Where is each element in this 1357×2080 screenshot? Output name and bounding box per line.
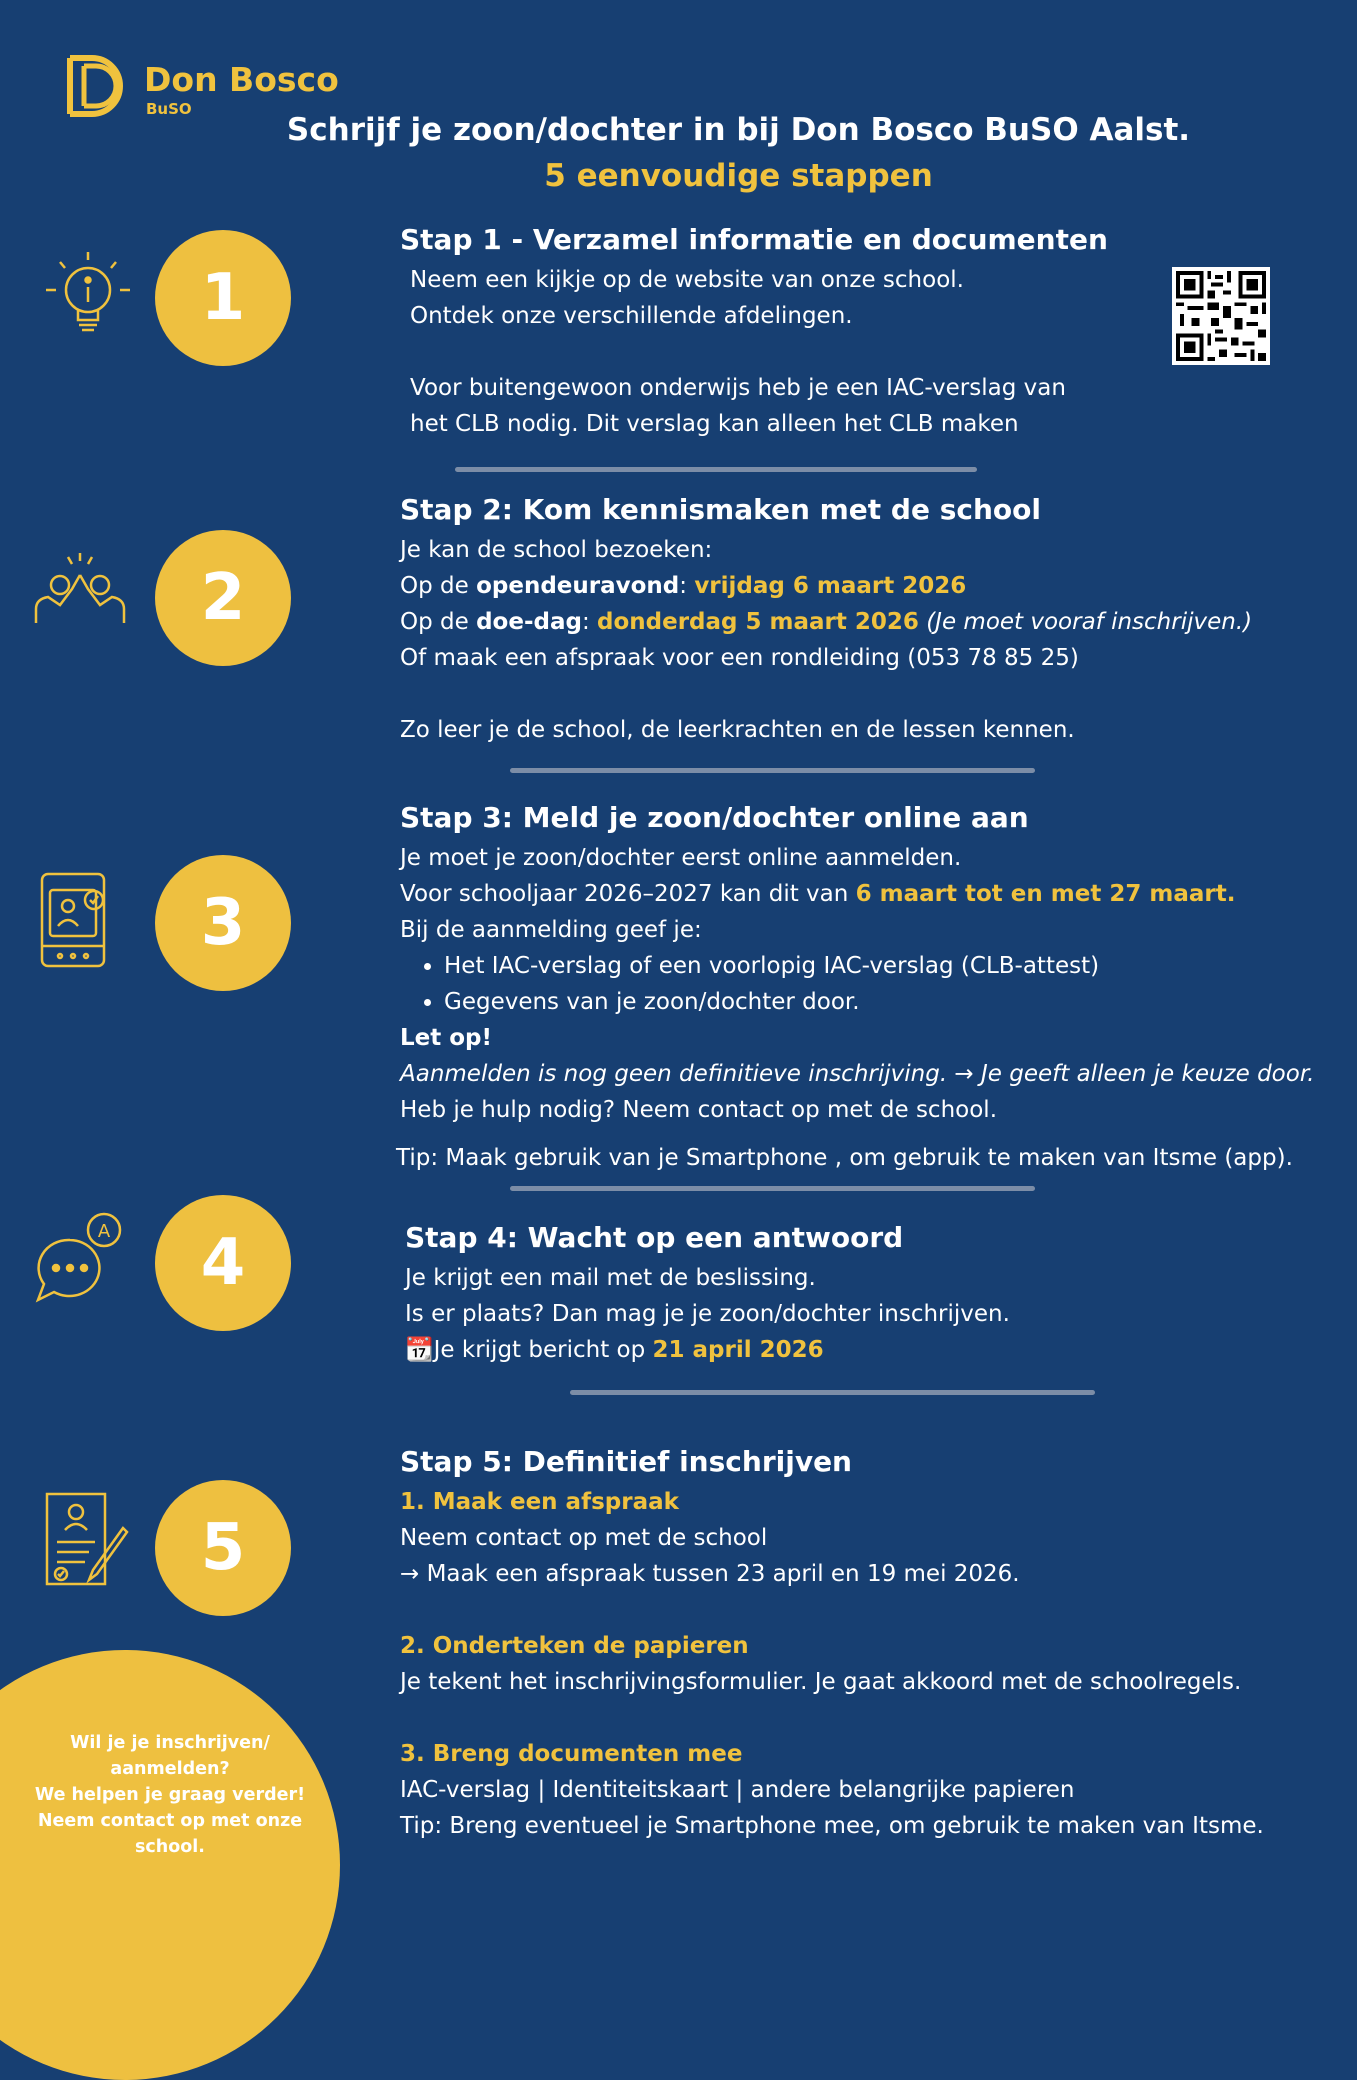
substep-2-heading: 2. Onderteken de papieren	[400, 1633, 749, 1659]
substep-line: Tip: Breng eventueel je Smartphone mee, om gebruik te maken van Itsme.	[400, 1813, 1264, 1839]
step-2-heading: Stap 2: Kom kennismaken met de school	[400, 493, 1041, 526]
logo-subtitle: BuSO	[146, 100, 192, 118]
help-line: Heb je hulp nodig? Neem contact op met de school.	[400, 1097, 998, 1123]
step-2-intro: Je kan de school bezoeken:	[400, 537, 713, 563]
tour-appointment-line: Of maak een afspraak voor een rondleiding (053 78 85 25)	[400, 645, 1079, 671]
step-1-heading: Stap 1 - Verzamel informatie en documenten	[400, 223, 1108, 256]
tablet-user-icon	[30, 870, 130, 970]
step-2-circle: 2	[155, 530, 291, 666]
doe-day-line: Op de doe-dag: donderdag 5 maart 2026 (Je moet vooraf inschrijven.)	[400, 609, 1253, 635]
step-2	[400, 490, 1340, 748]
substep-line: IAC-verslag | Identiteitskaart | andere belangrijke papieren	[400, 1777, 1075, 1803]
warning-label: Let op!	[400, 1025, 493, 1051]
step-3-circle: 3	[155, 855, 291, 991]
itsme-tip: Tip: Maak gebruik van je Smartphone , om gebruik te maken van Itsme (app).	[396, 1145, 1293, 1171]
substep-line: → Maak een afspraak tussen 23 april en 19 mei 2026.	[400, 1561, 1020, 1587]
svg-text:A: A	[97, 1221, 111, 1242]
divider	[455, 467, 977, 472]
step-3	[396, 798, 1340, 1176]
step-1-line: Voor buitengewoon onderwijs heb je een IAC-verslag van	[410, 375, 1066, 401]
people-high-five-icon	[30, 545, 130, 645]
substep-3-heading: 3. Breng documenten mee	[400, 1741, 743, 1767]
step-3-line: Je moet je zoon/dochter eerst online aanmelden.	[400, 845, 962, 871]
list-item: • Gegevens van je zoon/dochter door.	[444, 984, 1340, 1020]
step-3-heading: Stap 3: Meld je zoon/dochter online aan	[400, 801, 1029, 834]
step-3-line: Bij de aanmelding geef je:	[400, 917, 702, 943]
step-1	[400, 220, 1340, 442]
warning-text: Aanmelden is nog geen definitieve inschrijving. → Je geeft alleen je keuze door.	[400, 1061, 1315, 1087]
step-1-line: Neem een kijkje op de website van onze school.	[410, 267, 964, 293]
substep-line: Je tekent het inschrijvingsformulier. Je gaat akkoord met de schoolregels.	[400, 1669, 1242, 1695]
contact-callout-text: Wil je je inschrijven/ aanmelden? We helpen je graag verder! Neem contact op met onze school.	[34, 1733, 306, 1857]
list-item: • Het IAC-verslag of een voorlopig IAC-verslag (CLB-attest)	[444, 948, 1340, 984]
substep-line: Neem contact op met de school	[400, 1525, 768, 1551]
substep-1-heading: 1. Maak een afspraak	[400, 1489, 679, 1515]
signed-document-icon	[35, 1490, 135, 1590]
step-1-line: het CLB nodig. Dit verslag kan alleen het CLB maken	[410, 411, 1019, 437]
step-4-line: Je krijgt een mail met de beslissing.	[405, 1265, 816, 1291]
step-4-circle: 4	[155, 1195, 291, 1331]
registration-items-list	[400, 948, 1340, 1020]
step-5-heading: Stap 5: Definitief inschrijven	[400, 1445, 852, 1478]
step-1-line: Ontdek onze verschillende afdelingen.	[410, 303, 853, 329]
step-5-circle: 5	[155, 1480, 291, 1616]
open-day-line: Op de opendeuravond: vrijdag 6 maart 2026	[400, 573, 967, 599]
step-4-heading: Stap 4: Wacht op een antwoord	[405, 1221, 904, 1254]
step-2-outro: Zo leer je de school, de leerkrachten en de lessen kennen.	[400, 717, 1075, 743]
divider	[570, 1390, 1095, 1395]
divider	[510, 768, 1035, 773]
page-title: Schrijf je zoon/dochter in bij Don Bosco BuSO Aalst.	[286, 112, 1191, 148]
step-5	[400, 1442, 1340, 1844]
page-subtitle: 5 eenvoudige stappen	[544, 158, 933, 194]
divider	[510, 1186, 1035, 1191]
step-1-circle: 1	[155, 230, 291, 366]
chat-bubble-icon	[30, 1210, 130, 1310]
registration-period-line: Voor schooljaar 2026–2027 kan dit van 6 maart tot en met 27 maart.	[400, 881, 1236, 907]
step-4-line: Is er plaats? Dan mag je je zoon/dochter inschrijven.	[405, 1301, 1010, 1327]
lightbulb-info-icon	[38, 246, 138, 346]
decision-date-line: 📆Je krijgt bericht op 21 april 2026	[405, 1337, 824, 1363]
step-4	[405, 1218, 1345, 1368]
calendar-icon: 📆	[405, 1337, 434, 1363]
logo-title: Don Bosco	[144, 60, 339, 99]
contact-callout-circle	[0, 1650, 340, 2080]
